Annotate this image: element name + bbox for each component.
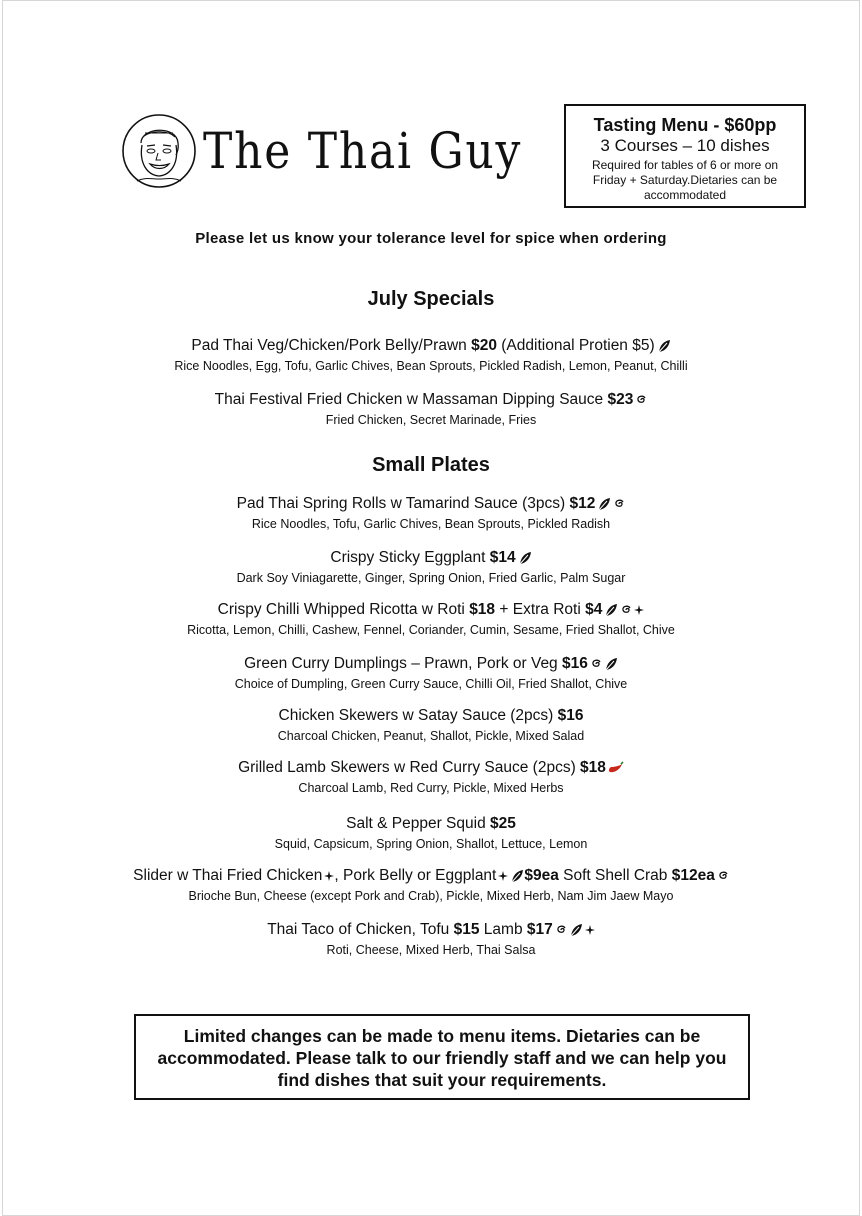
gluten-free-swirl-icon <box>555 924 567 936</box>
tasting-title: Tasting Menu - $60pp <box>593 115 777 135</box>
item-price: $9ea <box>524 867 559 884</box>
brand-logo <box>121 113 566 189</box>
item-price-extra: $17 <box>526 921 553 938</box>
gluten-free-swirl-icon <box>620 604 632 616</box>
dietary-notice-box <box>134 1014 750 1100</box>
item-name: Green Curry Dumplings – Prawn, Pork or Veg <box>244 655 562 672</box>
menu-item-fried-chicken <box>0 390 862 428</box>
item-name: Pad Thai Veg/Chicken/Pork Belly/Prawn <box>191 337 472 354</box>
menu-item-pad-thai <box>0 336 862 374</box>
gluten-free-swirl-icon <box>613 498 625 510</box>
item-extra: + Extra Roti <box>495 601 586 618</box>
vegan-leaf-icon <box>657 339 671 353</box>
vegan-leaf-icon <box>604 657 618 671</box>
menu-item-taco <box>0 920 862 958</box>
vegan-leaf-icon <box>604 603 618 617</box>
item-name: Grilled Lamb Skewers w Red Curry Sauce (2pcs) <box>238 759 581 776</box>
menu-item-chicken-skewers <box>0 706 862 744</box>
item-price: $20 <box>471 337 497 354</box>
item-description: Charcoal Lamb, Red Curry, Pickle, Mixed Herbs <box>298 781 564 795</box>
item-name: Crispy Chilli Whipped Ricotta w Roti <box>217 601 470 618</box>
item-price: $15 <box>453 921 480 938</box>
item-description: Rice Noodles, Tofu, Garlic Chives, Bean Sprouts, Pickled Radish <box>251 517 611 531</box>
item-name: Thai Taco of Chicken, Tofu <box>267 921 454 938</box>
item-price: $18 <box>580 759 606 776</box>
item-price: $18 <box>469 601 496 618</box>
menu-item-spring-rolls <box>0 494 862 532</box>
item-description: Dark Soy Viniagarette, Ginger, Spring Onion, Fried Garlic, Palm Sugar <box>236 571 626 585</box>
item-description: Rice Noodles, Egg, Tofu, Garlic Chives, Bean Sprouts, Pickled Radish, Lemon, Peanut, Chilli <box>174 359 688 373</box>
item-description: Brioche Bun, Cheese (except Pork and Crab), Pickle, Mixed Herb, Nam Jim Jaew Mayo <box>188 889 674 903</box>
item-name: Thai Festival Fried Chicken w Massaman Dipping Sauce <box>214 391 608 408</box>
vegan-leaf-icon <box>518 551 532 565</box>
item-name: Pad Thai Spring Rolls w Tamarind Sauce (3pcs) <box>236 495 570 512</box>
item-price-extra: $4 <box>585 601 603 618</box>
item-extra-2: Soft Shell Crab <box>558 867 672 884</box>
item-price: $16 <box>557 707 584 724</box>
item-description: Charcoal Chicken, Peanut, Shallot, Pickle, Mixed Salad <box>277 729 585 743</box>
item-price: $14 <box>489 549 516 566</box>
item-price: $12 <box>569 495 596 512</box>
item-price: $25 <box>490 815 516 832</box>
item-price-extra: $12ea <box>671 867 715 884</box>
item-description: Roti, Cheese, Mixed Herb, Thai Salsa <box>326 943 536 957</box>
menu-item-dumplings <box>0 654 862 692</box>
sparkle-icon <box>634 605 644 615</box>
gluten-free-swirl-icon <box>635 394 647 406</box>
vegan-leaf-icon <box>569 923 583 937</box>
menu-item-slider <box>0 866 862 904</box>
chilli-icon <box>608 761 624 775</box>
section-title-july-specials: July Specials <box>367 288 495 310</box>
item-name: Slider w Thai Fried Chicken <box>133 867 323 884</box>
item-price: $23 <box>607 391 634 408</box>
sparkle-icon <box>585 925 595 935</box>
item-description: Fried Chicken, Secret Marinade, Fries <box>325 413 537 427</box>
item-extra: Lamb <box>479 921 527 938</box>
gluten-free-swirl-icon <box>717 870 729 882</box>
gluten-free-swirl-icon <box>590 658 602 670</box>
menu-item-squid <box>0 814 862 852</box>
menu-item-eggplant <box>0 548 862 586</box>
menu-item-ricotta <box>0 600 862 638</box>
item-description: Choice of Dumpling, Green Curry Sauce, Chilli Oil, Fried Shallot, Chive <box>234 677 628 691</box>
item-name: Crispy Sticky Eggplant <box>330 549 490 566</box>
item-price: $16 <box>562 655 588 672</box>
tasting-note: Required for tables of 6 or more on Friday + Saturday.Dietaries can be accommodated <box>591 158 779 202</box>
item-name: Chicken Skewers w Satay Sauce (2pcs) <box>278 707 558 724</box>
section-title-small-plates: Small Plates <box>372 454 490 476</box>
dietary-notice-text: Limited changes can be made to menu items. Dietaries can be accommodated. Please talk to our friendly staff and we can help you find dishes that suit your requirements. <box>157 1026 727 1090</box>
item-extra: (Additional Protien $5) <box>496 337 655 354</box>
tasting-subtitle: 3 Courses – 10 dishes <box>600 136 770 155</box>
vegan-leaf-icon <box>510 869 524 883</box>
tasting-menu-box <box>564 104 806 208</box>
item-description: Squid, Capsicum, Spring Onion, Shallot, Lettuce, Lemon <box>274 837 588 851</box>
spice-note: Please let us know your tolerance level for spice when ordering <box>195 230 667 247</box>
brand-name: The Thai Guy <box>203 122 523 180</box>
vegan-leaf-icon <box>597 497 611 511</box>
menu-item-lamb-skewers <box>0 758 862 796</box>
item-description: Ricotta, Lemon, Chilli, Cashew, Fennel, Coriander, Cumin, Sesame, Fried Shallot, Chive <box>187 623 675 637</box>
item-name: Salt & Pepper Squid <box>346 815 491 832</box>
sparkle-icon <box>324 871 334 881</box>
item-extra: , Pork Belly or Eggplant <box>334 867 497 884</box>
face-portrait-icon <box>121 113 197 189</box>
sparkle-icon <box>498 871 508 881</box>
